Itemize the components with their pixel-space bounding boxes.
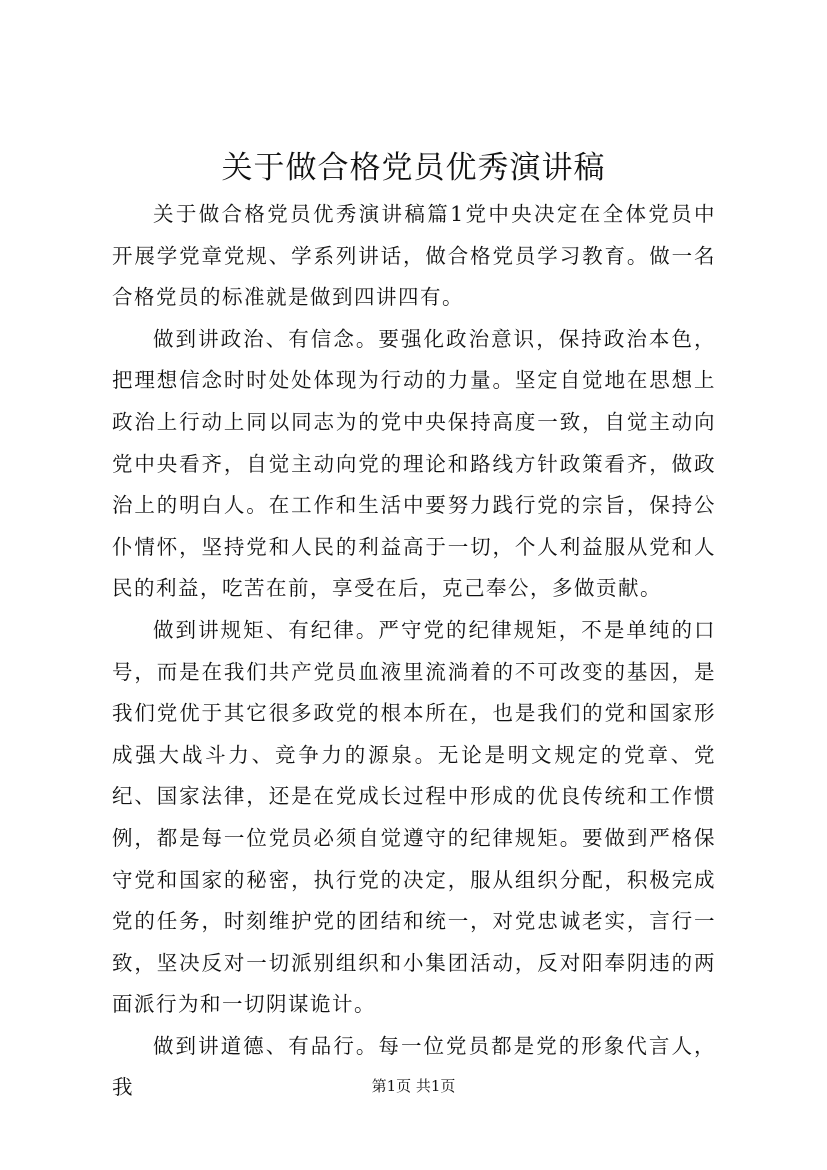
paragraph-2: 做到讲政治、有信念。要强化政治意识，保持政治本色，把理想信念时时处处体现为行动的力量。坚定自觉地在思想上政治上行动上同以同志为的党中央保持高度一致，自觉主动向党中央看齐，自觉主动向党的理论和路线方针政策看齐，做政治上的明白人。在工作和生活中要努力践行党的宗旨，保持公仆情怀，坚持党和人民的利益高于一切，个人利益服从党和人民的利益，吃苦在前，享受在后，克己奉公，多做贡献。	[112, 326, 716, 601]
paragraph-1: 关于做合格党员优秀演讲稿篇1党中央决定在全体党员中开展学党章党规、学系列讲话，做合格党员学习教育。做一名合格党员的标准就是做到四讲四有。	[112, 202, 716, 310]
document-body	[112, 194, 716, 1109]
page-number-footer: 第1页 共1页	[371, 1077, 456, 1095]
page-title: 关于做合格党员优秀演讲稿	[221, 150, 606, 186]
paragraph-3: 做到讲规矩、有纪律。严守党的纪律规矩，不是单纯的口号，而是在我们共产党员血液里流淌着的不可改变的基因，是我们党优于其它很多政党的根本所在，也是我们的党和国家形成强大战斗力、竞争力的源泉。无论是明文规定的党章、党纪、国家法律，还是在党成长过程中形成的优良传统和工作惯例，都是每一位党员必须自觉遵守的纪律规矩。要做到严格保守党和国家的秘密，执行党的决定，服从组织分配，积极完成党的任务，时刻维护党的团结和统一，对党忠诚老实，言行一致，坚决反对一切派别组织和小集团活动，反对阳奉阴违的两面派行为和一切阴谋诡计。	[112, 617, 716, 1017]
paragraph-4: 做到讲道德、有品行。每一位党员都是党的形象代言人，我	[112, 1033, 716, 1100]
